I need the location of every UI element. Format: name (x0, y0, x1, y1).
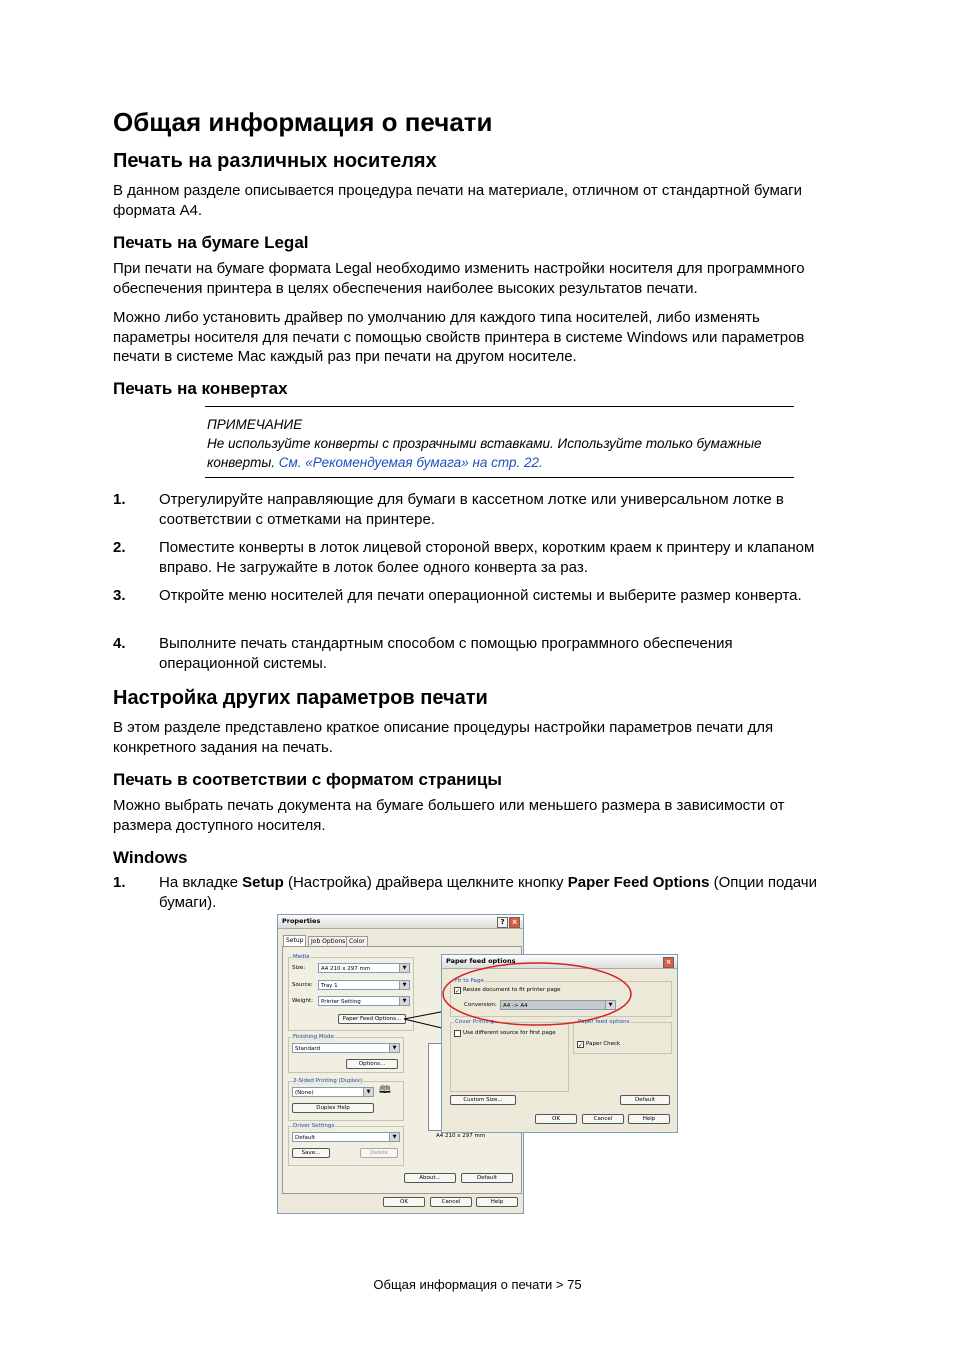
paper-feed-options-button[interactable]: Paper Feed Options... (338, 1014, 406, 1024)
pfo-title: Paper feed options (446, 957, 516, 965)
paper-feed-label: Paper feed options (578, 1019, 630, 1025)
section-intro-media: В данном разделе описывается процедура печати на материале, отличном от стандартной бумаги формата A4. (113, 182, 802, 219)
driver-settings-select[interactable]: Default ▼ (292, 1132, 400, 1142)
weight-label: Weight: (292, 998, 314, 1004)
size-select[interactable]: A4 210 x 297 mm ▼ (318, 963, 410, 973)
help-icon[interactable]: ? (497, 917, 508, 928)
section-title-other: Настройка других параметров печати (113, 687, 488, 709)
resize-checkbox[interactable]: ✓ (455, 988, 461, 995)
size-label: Size: (292, 965, 306, 971)
pfo-cancel-button[interactable]: Cancel (582, 1114, 624, 1124)
step-text: Поместите конверты в лоток лицевой стороной вверх, коротким краем к принтеру и клапаном вправо. Не загружайте в лоток более одного конверта за раз. (159, 539, 815, 576)
step-number: 2. (113, 539, 126, 556)
step-text: Откройте меню носителей для печати операционной системы и выберите размер конверта. (159, 587, 802, 604)
section-intro-other: В этом разделе представлено краткое описание процедуры настройки параметров печати для конкретного задания на печать. (113, 719, 774, 756)
subsection-title-fit: Печать в соответствии с форматом страницы (113, 770, 502, 789)
properties-titlebar (278, 915, 523, 929)
tab-color[interactable]: Color (346, 936, 368, 947)
tab-setup[interactable]: Setup (283, 935, 306, 946)
close-icon[interactable]: × (663, 957, 674, 968)
chevron-down-icon: ▼ (399, 964, 409, 972)
source-select[interactable]: Tray 1 ▼ (318, 980, 410, 990)
finishing-label: Finishing Mode (293, 1034, 334, 1040)
duplex-select[interactable]: (None) ▼ (292, 1087, 374, 1097)
paper-check-checkbox[interactable]: ✓ (578, 1042, 584, 1049)
subsection-title-envelopes: Печать на конвертах (113, 379, 288, 398)
finishing-select[interactable]: Standard ▼ (292, 1043, 400, 1053)
step-number: 4. (113, 635, 126, 652)
cancel-button[interactable]: Cancel (430, 1197, 472, 1207)
subsection-title-legal: Печать на бумаге Legal (113, 233, 309, 252)
chevron-down-icon: ▼ (389, 1133, 399, 1141)
note-heading: ПРИМЕЧАНИЕ (207, 417, 303, 432)
custom-size-button[interactable]: Custom Size... (450, 1095, 516, 1105)
options-button[interactable]: Options... (346, 1059, 398, 1069)
note-bottom-rule (205, 477, 794, 478)
note-body (207, 434, 787, 472)
step-text: Выполните печать стандартным способом с помощью программного обеспечения операционной системы. (159, 635, 733, 672)
conversion-label: Conversion: (464, 1002, 497, 1008)
fit-paragraph: Можно выбрать печать документа на бумаге большего или меньшего размера в зависимости от размера доступного носителя. (113, 797, 785, 834)
pfo-help-button[interactable]: Help (628, 1114, 670, 1124)
step-text: На вкладке Setup (Настройка) драйвера щелкните кнопку Paper Feed Options (Опции подачи бумаги). (159, 874, 817, 911)
section-title-media: Печать на различных носителях (113, 150, 437, 172)
note-block (207, 415, 787, 472)
pfo-ok-button[interactable]: OK (535, 1114, 577, 1124)
properties-title: Properties (282, 917, 321, 925)
pfo-default-button[interactable]: Default (620, 1095, 670, 1105)
close-icon[interactable]: × (509, 917, 520, 928)
tab-job-options[interactable]: Job Options (308, 936, 348, 947)
paper-check-label: Paper Check (586, 1041, 621, 1047)
fit-to-page-label: Fit to Page (455, 978, 484, 984)
delete-button[interactable]: Delete (360, 1148, 398, 1158)
highlight-circle (440, 960, 635, 1030)
chevron-down-icon: ▼ (363, 1088, 373, 1096)
driver-settings-label: Driver Settings (293, 1123, 335, 1129)
chevron-down-icon: ▼ (399, 997, 409, 1005)
book-icon: 🕮 (379, 1085, 391, 1096)
note-top-rule (205, 406, 794, 407)
duplex-help-button[interactable]: Duplex Help (292, 1103, 374, 1113)
chevron-down-icon: ▼ (399, 981, 409, 989)
default-button[interactable]: Default (461, 1173, 513, 1183)
note-text: Не используйте конверты с прозрачными вставками. Используйте только бумажные конверты. (207, 436, 762, 470)
resize-label: Resize document to fit printer page (463, 987, 561, 993)
ok-button[interactable]: OK (383, 1197, 425, 1207)
legal-paragraph-1: При печати на бумаге формата Legal необходимо изменить настройки носителя для программного обеспечения принтера в целях обеспечения наиболее высоких результатов печати. (113, 260, 805, 297)
legal-paragraph-2: Можно либо установить драйвер по умолчанию для каждого типа носителей, либо изменять параметры носителя для печати с помощью свойств принтера в системе Windows или параметров печати в системе Mac каждый раз при печати на другом носителе. (113, 309, 805, 365)
different-source-checkbox[interactable] (454, 1030, 461, 1037)
save-button[interactable]: Save... (292, 1148, 330, 1158)
step-text: Отрегулируйте направляющие для бумаги в кассетном лотке или универсальном лотке в соответствии с отметками на принтере. (159, 491, 784, 528)
step-number: 1. (113, 874, 126, 891)
step-number: 3. (113, 587, 126, 604)
different-source-label: Use different source for first page (463, 1030, 556, 1036)
chevron-down-icon: ▼ (605, 1001, 615, 1009)
media-label: Media (293, 954, 310, 960)
page-footer: Общая информация о печати > 75 (373, 1277, 582, 1292)
preview-caption: A4 210 x 297 mm (436, 1133, 486, 1139)
about-button[interactable]: About... (404, 1173, 456, 1183)
chevron-down-icon: ▼ (389, 1044, 399, 1052)
conversion-select[interactable]: A4 -> A4 ▼ (500, 1000, 616, 1010)
page-title: Общая информация о печати (113, 107, 493, 137)
source-label: Source: (292, 982, 313, 988)
subsection-title-windows: Windows (113, 848, 188, 867)
weight-select[interactable]: Printer Setting ▼ (318, 996, 410, 1006)
note-link[interactable]: См. «Рекомендуемая бумага» на стр. 22. (278, 455, 543, 470)
step-number: 1. (113, 491, 126, 508)
cover-printing-label: Cover Printing (455, 1019, 495, 1025)
duplex-label: 2-Sided Printing (Duplex) (293, 1078, 363, 1084)
help-button[interactable]: Help (476, 1197, 518, 1207)
